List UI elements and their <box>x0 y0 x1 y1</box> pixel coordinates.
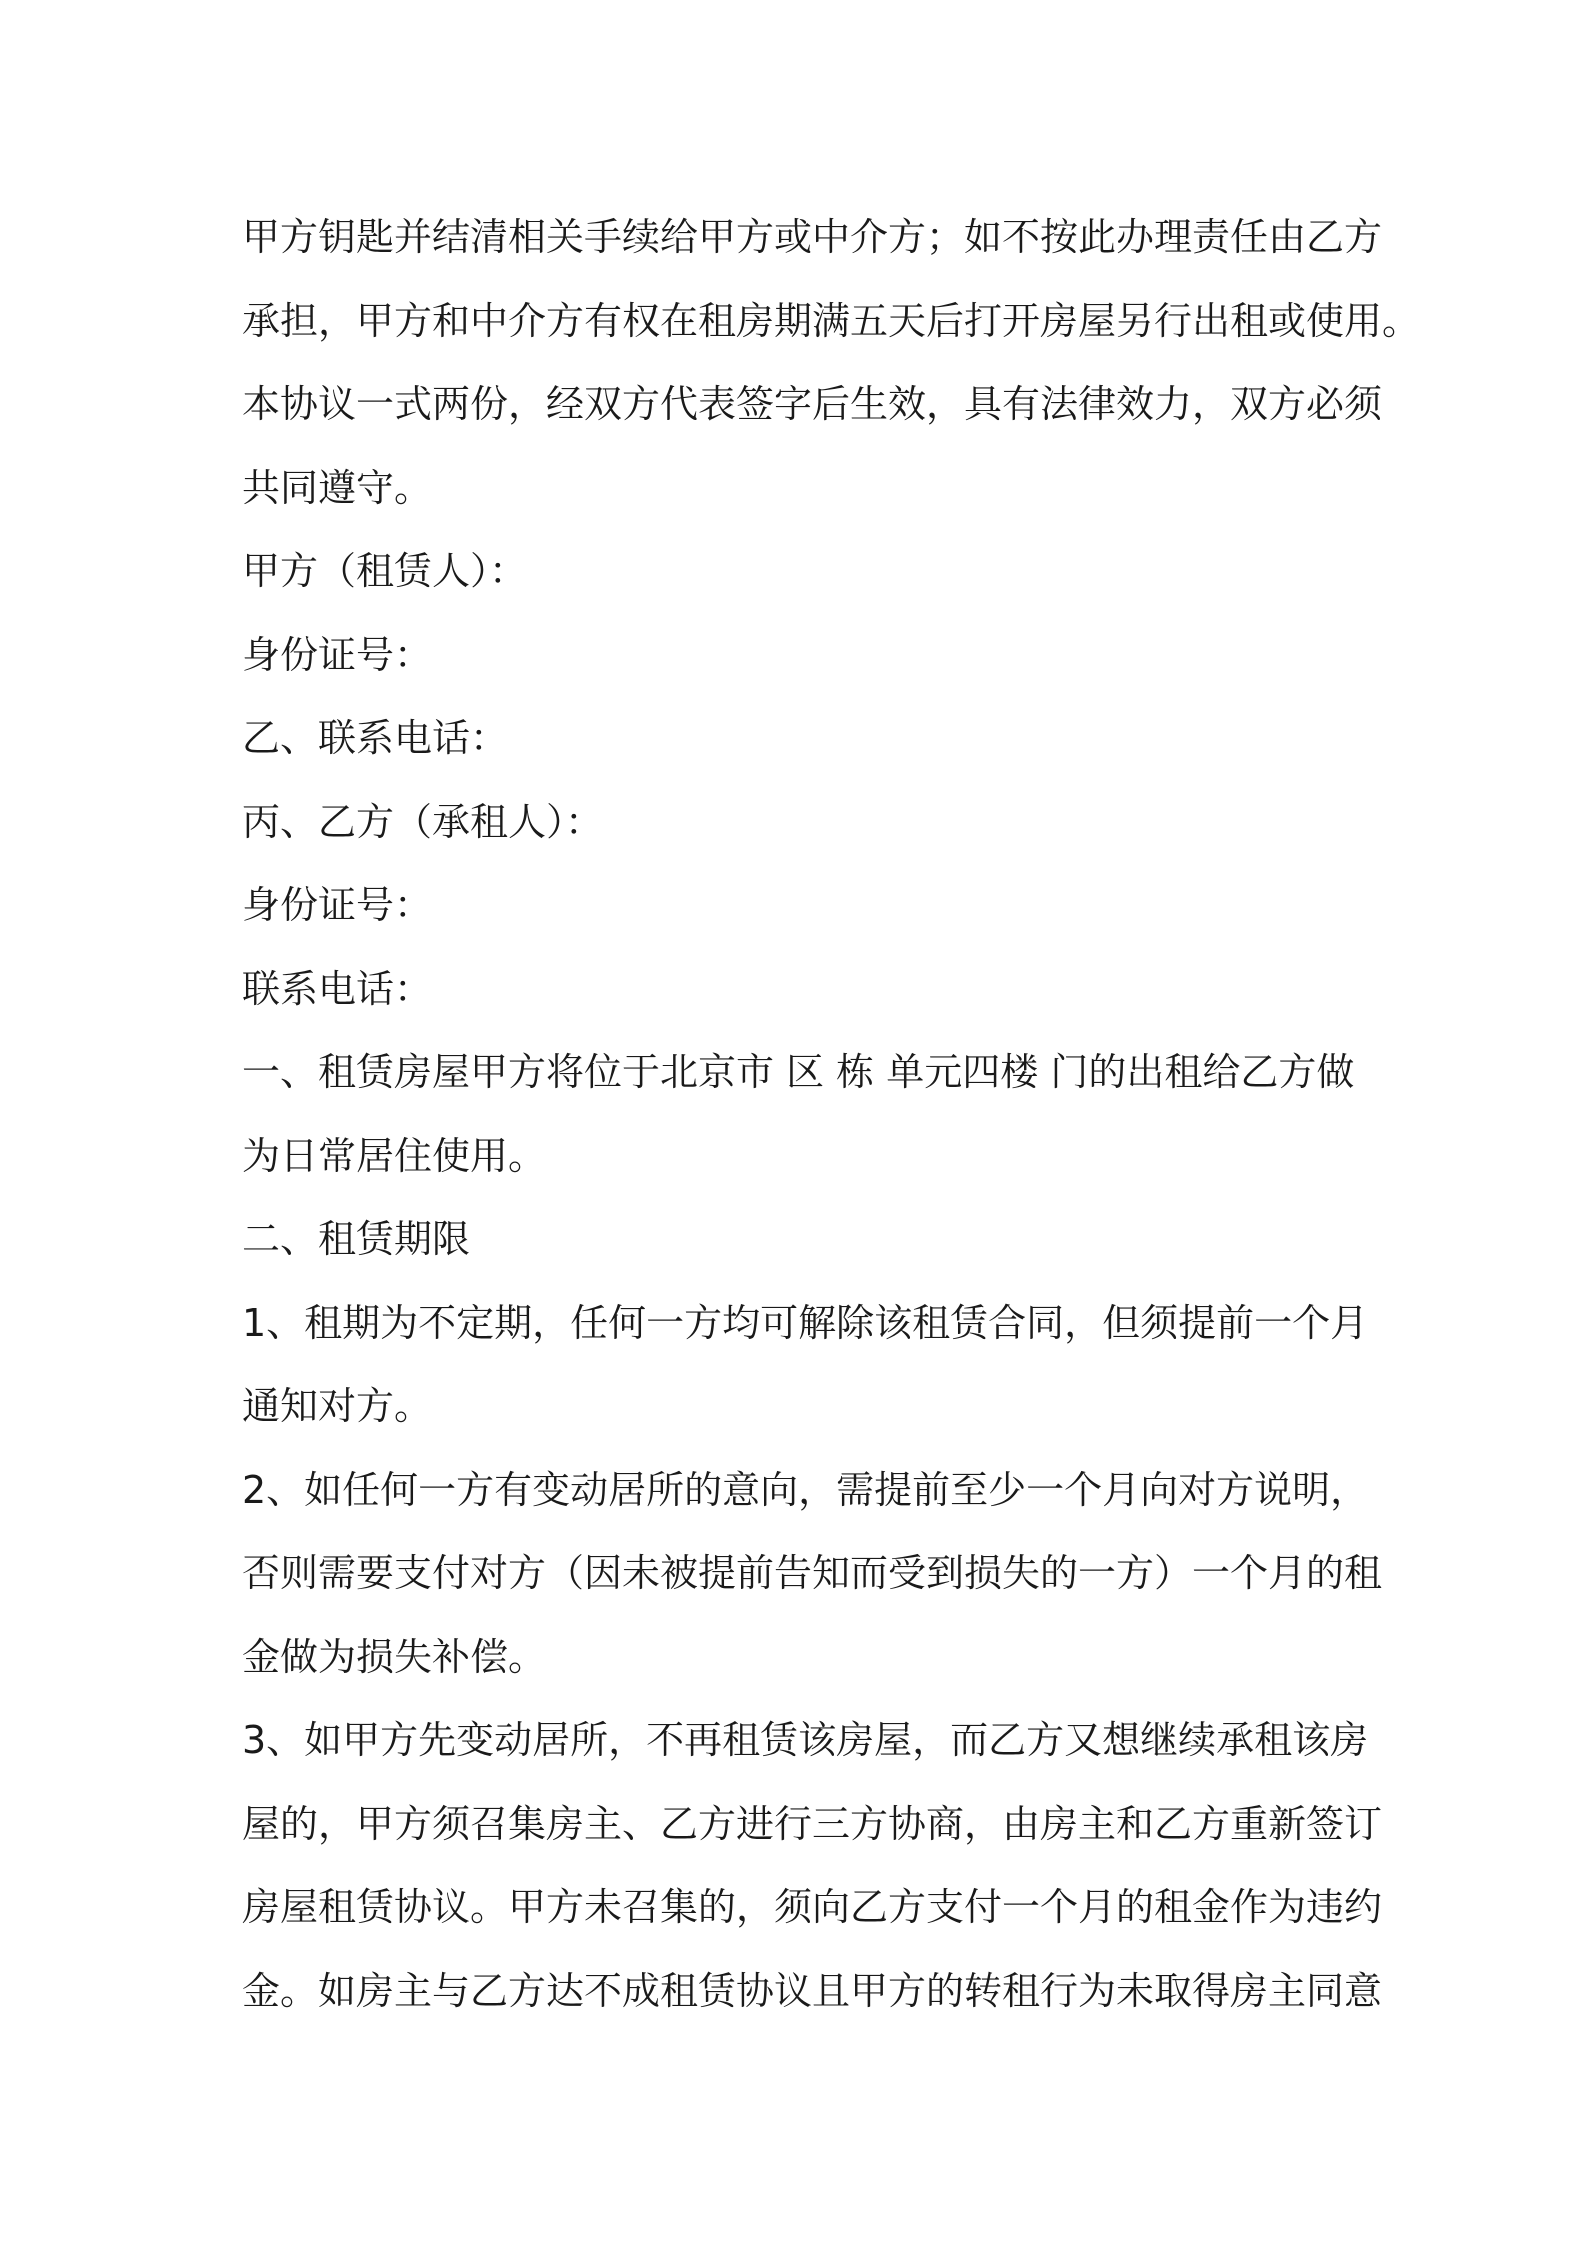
clause-2-3-line: 屋的，甲方须召集房主、乙方进行三方协商，由房主和乙方重新签订 <box>242 1801 1383 1846</box>
text-line: 本协议一式两份，经双方代表签字后生效，具有法律效力，双方必须 <box>242 382 1383 426</box>
clause-2-2-line: 2、如任何一方有变动居所的意向，需提前至少一个月向对方说明， <box>242 1467 1369 1512</box>
text-line: 共同遵守。 <box>242 465 433 510</box>
lessee-id-label: 身份证号： <box>242 883 433 927</box>
lessee-label: 丙、乙方（承租人）： <box>242 799 604 844</box>
lessor-id-label: 身份证号： <box>242 632 433 677</box>
lessor-phone-label: 乙、联系电话： <box>242 716 509 760</box>
text-line: 承担，甲方和中介方有权在租房期满五天后打开房屋另行出租或使用。 <box>242 298 1421 343</box>
clause-1-line: 为日常居住使用。 <box>242 1133 547 1178</box>
clause-2-3-line: 3、如甲方先变动居所，不再租赁该房屋，而乙方又想继续承租该房 <box>242 1718 1369 1762</box>
clause-2-3-line: 房屋租赁协议。甲方未召集的，须向乙方支付一个月的租金作为违约 <box>242 1885 1383 1929</box>
lessee-phone-label: 联系电话： <box>242 966 433 1011</box>
clause-2-2-line: 否则需要支付对方（因未被提前告知而受到损失的一方）一个月的租 <box>242 1551 1383 1595</box>
clause-1-line: 一、租赁房屋甲方将位于北京市 区 栋 单元四楼 门的出租给乙方做 <box>242 1050 1355 1094</box>
clause-2-3-line: 金。如房主与乙方达不成租赁协议且甲方的转租行为未取得房主同意 <box>242 1968 1383 2013</box>
lessor-label: 甲方（租赁人）： <box>242 549 528 593</box>
clause-2-heading: 二、租赁期限 <box>242 1217 471 1261</box>
clause-2-1-line: 1、租期为不定期，任何一方均可解除该租赁合同，但须提前一个月 <box>242 1300 1369 1345</box>
clause-2-1-line: 通知对方。 <box>242 1384 433 1428</box>
document-body <box>242 196 1421 2033</box>
text-line: 甲方钥匙并结清相关手续给甲方或中介方；如不按此办理责任由乙方 <box>242 215 1383 259</box>
clause-2-2-line: 金做为损失补偿。 <box>242 1634 547 1679</box>
